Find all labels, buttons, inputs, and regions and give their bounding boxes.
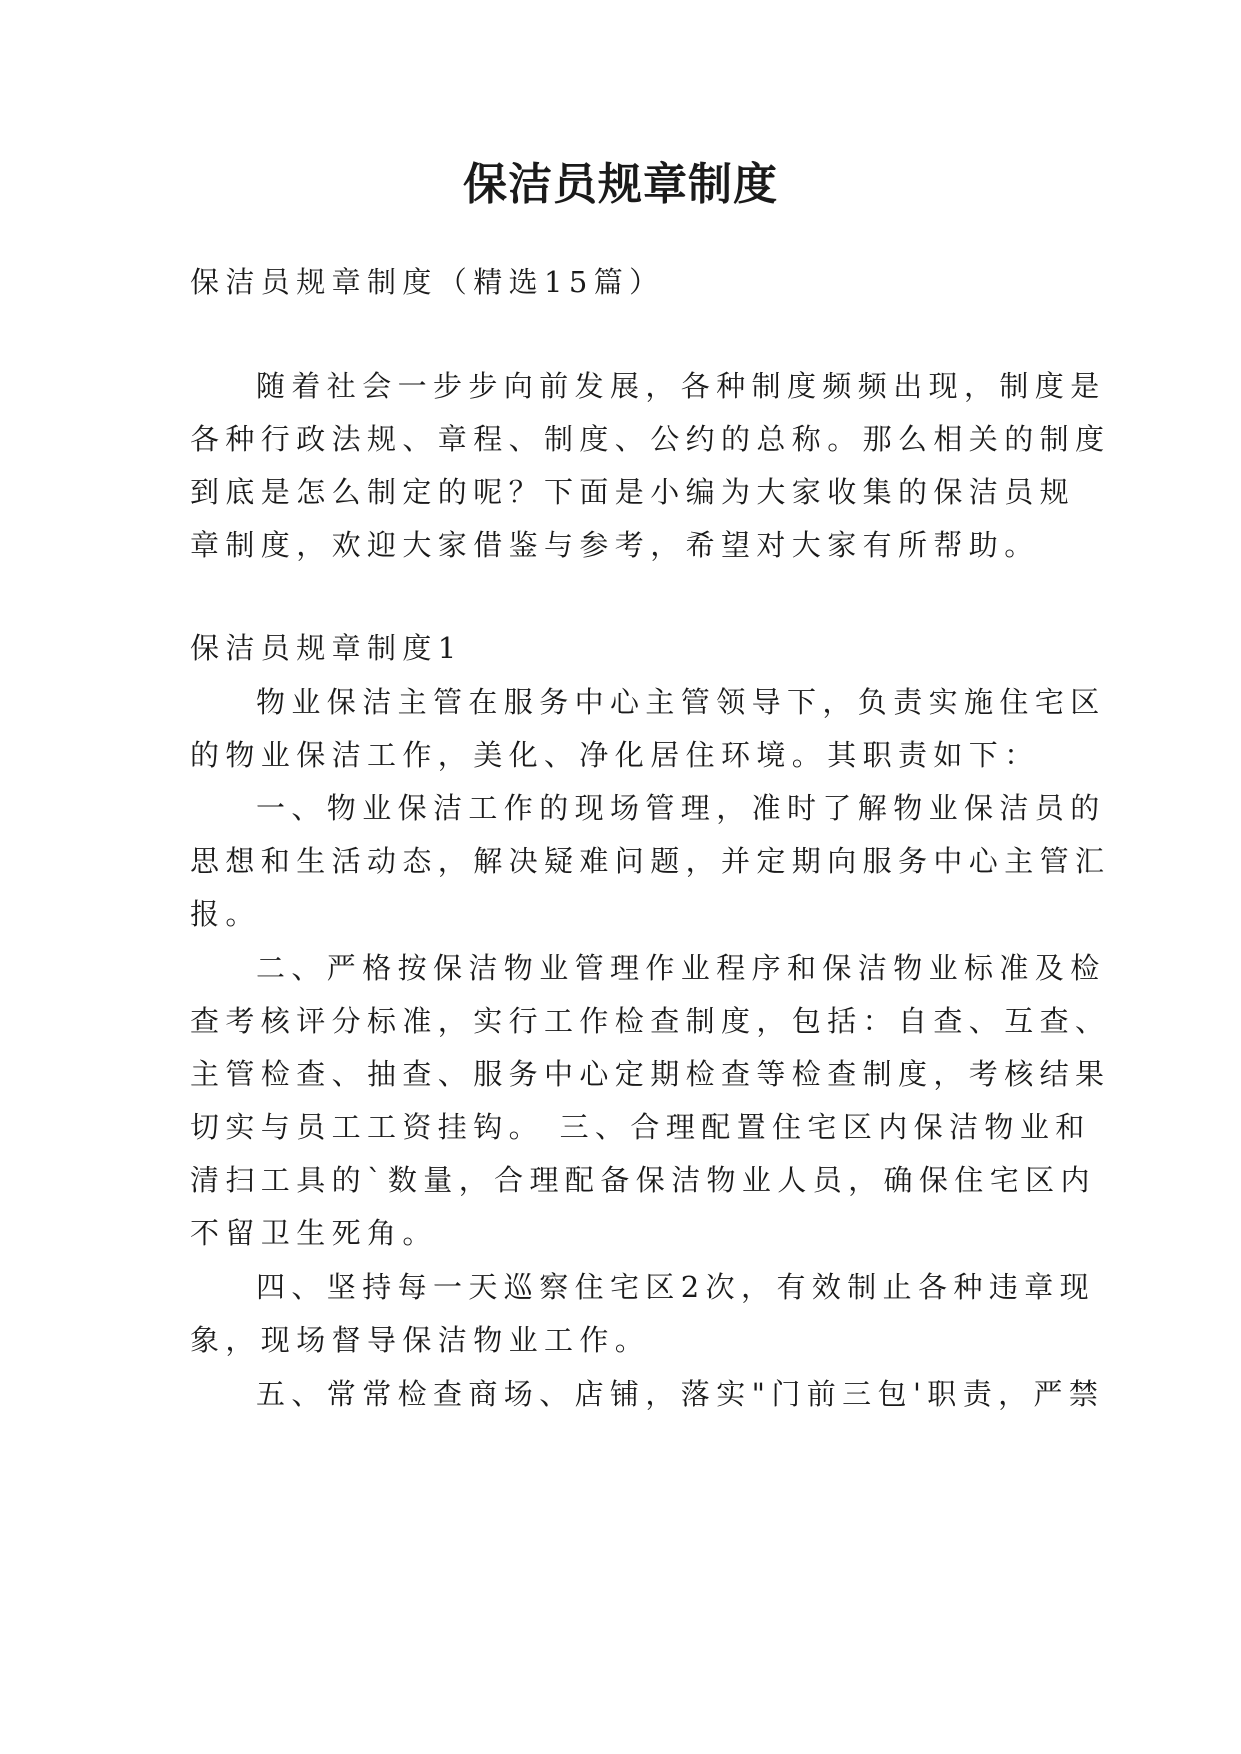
intro-line: 到底是怎么制定的呢？下面是小编为大家收集的保洁员规: [190, 475, 1076, 509]
intro-line: 章制度，欢迎大家借鉴与参考，希望对大家有所帮助。: [190, 528, 1040, 562]
body-line: 五、常常检查商场、店铺，落实"门前三包'职责，严禁: [256, 1377, 1105, 1411]
body-line: 思想和生活动态，解决疑难问题，并定期向服务中心主管汇: [190, 844, 1111, 878]
body-line: 物业保洁主管在服务中心主管领导下，负责实施住宅区: [256, 685, 1106, 719]
body-line: 四、坚持每一天巡察住宅区2次，有效制止各种违章现: [256, 1270, 1096, 1304]
body-line: 清扫工具的`数量，合理配备保洁物业人员，确保住宅区内: [190, 1163, 1096, 1197]
document-subtitle: 保洁员规章制度（精选15篇）: [190, 265, 665, 299]
body-line: 一、物业保洁工作的现场管理，准时了解物业保洁员的: [256, 791, 1106, 825]
body-line: 查考核评分标准，实行工作检查制度，包括：自查、互查、: [190, 1004, 1111, 1038]
intro-line: 随着社会一步步向前发展，各种制度频频出现，制度是: [256, 369, 1106, 403]
body-line: 二、严格按保洁物业管理作业程序和保洁物业标准及检: [256, 951, 1106, 985]
document-title: 保洁员规章制度: [463, 159, 778, 210]
body-line: 报。: [190, 897, 261, 931]
body-line: 主管检查、抽查、服务中心定期检查等检查制度，考核结果: [190, 1057, 1111, 1091]
body-line: 象，现场督导保洁物业工作。: [190, 1323, 651, 1357]
body-line: 的物业保洁工作，美化、净化居住环境。其职责如下：: [190, 738, 1040, 772]
section-heading: 保洁员规章制度1: [190, 631, 463, 665]
body-line: 切实与员工工资挂钩。 三、合理配置住宅区内保洁物业和: [190, 1110, 1091, 1144]
intro-line: 各种行政法规、章程、制度、公约的总称。那么相关的制度: [190, 422, 1111, 456]
body-line: 不留卫生死角。: [190, 1216, 438, 1250]
